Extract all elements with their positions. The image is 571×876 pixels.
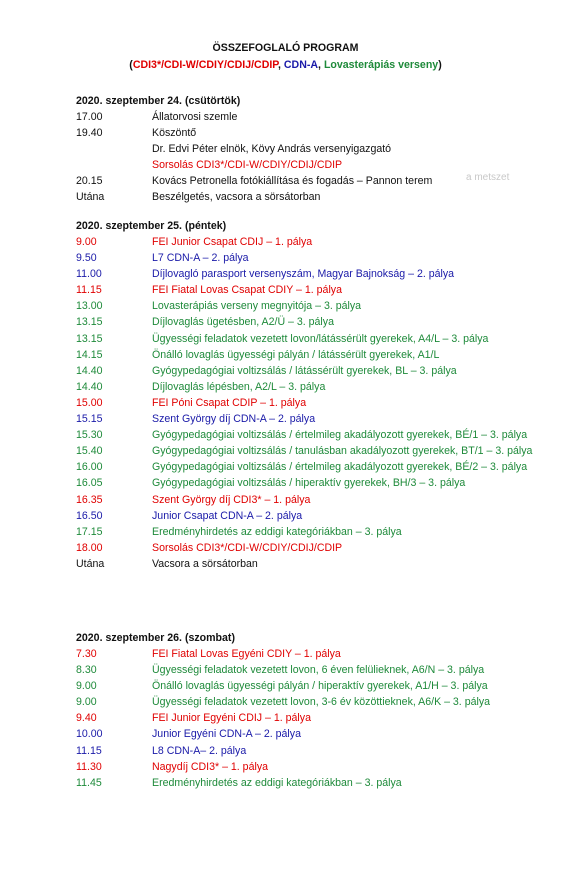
schedule-event: L8 CDN-A– 2. pálya — [152, 744, 247, 757]
schedule-row — [76, 678, 556, 694]
schedule-event: Ügyességi feladatok vezetett lovon, 3-6 év közöttieknek, A6/K – 3. pálya — [152, 696, 491, 709]
schedule-row — [76, 266, 556, 282]
schedule-row — [76, 331, 556, 347]
schedule-event: Gyógypedagógiai voltizsálás / értelmileg akadályozott gyerekek, BÉ/1 – 3. pálya — [152, 429, 528, 442]
schedule-row — [76, 662, 556, 678]
day-section-friday — [76, 218, 556, 572]
schedule-event: Köszöntő — [152, 127, 197, 140]
schedule-row — [76, 508, 556, 524]
schedule-event: Beszélgetés, vacsora a sörsátorban — [152, 191, 321, 204]
schedule-time: 16.35 — [76, 493, 103, 506]
schedule-row — [76, 395, 556, 411]
schedule-event: Gyógypedagógiai voltizsálás / látássérült gyerekek, BL – 3. pálya — [152, 364, 457, 377]
schedule-row — [76, 125, 556, 141]
schedule-event: Díjlovaglás ügetésben, A2/Ü – 3. pálya — [152, 316, 334, 329]
schedule-row — [76, 314, 556, 330]
subtitle-close: ) — [438, 59, 442, 71]
schedule-row — [76, 524, 556, 540]
schedule-event: Díjlovaglás lépésben, A2/L – 3. pálya — [152, 380, 326, 393]
schedule-event: Eredményhirdetés az eddigi kategóriákban – 3. pálya — [152, 776, 402, 789]
schedule-event: FEI Póni Csapat CDIP – 1. pálya — [152, 396, 307, 409]
day-title: 2020. szeptember 25. (péntek) — [76, 220, 227, 232]
schedule-event: Ügyességi feladatok vezetett lovon/látássérült gyerekek, A4/L – 3. pálya — [152, 332, 489, 345]
subtitle-therapy-competition: Lovasterápiás verseny — [323, 59, 439, 71]
schedule-time: 15.30 — [76, 429, 103, 442]
schedule-time: 11.15 — [76, 744, 102, 757]
schedule-row — [76, 475, 556, 491]
schedule-time: 15.00 — [76, 396, 103, 409]
schedule-row — [76, 743, 556, 759]
day-title: 2020. szeptember 24. (csütörtök) — [76, 95, 241, 107]
schedule-row — [76, 189, 556, 205]
schedule-row — [76, 234, 556, 250]
schedule-event: Nagydíj CDI3* – 1. pálya — [152, 760, 269, 773]
schedule-time: 11.45 — [76, 776, 102, 789]
schedule-time: 8.30 — [76, 664, 97, 677]
schedule-row — [76, 759, 556, 775]
day-title: 2020. szeptember 26. (szombat) — [76, 632, 235, 644]
document-subtitle — [0, 59, 571, 71]
schedule-time: 9.00 — [76, 696, 97, 709]
schedule-time: 9.00 — [76, 680, 97, 693]
schedule-event: Gyógypedagógiai voltizsálás / tanulásban akadályozott gyerekek, BT/1 – 3. pálya — [152, 445, 533, 458]
schedule-event: Sorsolás CDI3*/CDI-W/CDIY/CDIJ/CDIP — [152, 159, 343, 172]
schedule-row — [76, 109, 556, 125]
schedule-time: 17.00 — [76, 111, 103, 123]
schedule-list — [76, 109, 556, 206]
day-section-saturday — [76, 630, 556, 791]
schedule-event: Önálló lovaglás ügyességi pályán / hiperaktív gyerekek, A1/H – 3. pálya — [152, 680, 488, 693]
schedule-time: 13.15 — [76, 332, 103, 345]
schedule-row — [76, 775, 556, 791]
schedule-time: 11.00 — [76, 268, 102, 281]
subtitle-cdi-categories: CDI3*/CDI-W/CDIY/CDIJ/CDIP — [132, 59, 279, 71]
schedule-time: 14.15 — [76, 348, 103, 361]
schedule-row — [76, 427, 556, 443]
schedule-time: 9.40 — [76, 712, 97, 725]
schedule-event: Sorsolás CDI3*/CDI-W/CDIY/CDIJ/CDIP — [152, 541, 343, 554]
schedule-time: 13.00 — [76, 300, 103, 313]
schedule-event: Szent György díj CDI3* – 1. pálya — [152, 493, 311, 506]
schedule-event: Önálló lovaglás ügyességi pályán / látássérült gyerekek, A1/L — [152, 348, 440, 361]
schedule-row — [76, 282, 556, 298]
schedule-time: 11.15 — [76, 284, 102, 297]
schedule-row — [76, 379, 556, 395]
document-title: ÖSSZEFOGLALÓ PROGRAM — [212, 42, 359, 54]
schedule-time: 18.00 — [76, 541, 103, 554]
schedule-row — [76, 298, 556, 314]
schedule-time: 15.15 — [76, 413, 103, 426]
schedule-time: 16.50 — [76, 509, 103, 522]
schedule-event: FEI Fiatal Lovas Egyéni CDIY – 1. pálya — [152, 648, 341, 660]
schedule-event: Kovács Petronella fotókiállítása és fogadás – Pannon terem — [152, 175, 433, 188]
schedule-event: Eredményhirdetés az eddigi kategóriákban – 3. pálya — [152, 525, 402, 538]
schedule-row — [76, 556, 556, 572]
schedule-time: 17.15 — [76, 525, 103, 538]
schedule-row — [76, 710, 556, 726]
schedule-time: 14.40 — [76, 380, 103, 393]
schedule-event: FEI Junior Csapat CDIJ – 1. pálya — [152, 236, 313, 248]
schedule-event: Díjlovagló parasport versenyszám, Magyar Bajnokság – 2. pálya — [152, 268, 455, 281]
schedule-event: FEI Junior Egyéni CDIJ – 1. pálya — [152, 712, 311, 725]
schedule-time: 16.05 — [76, 477, 103, 490]
subtitle-separator: , — [318, 59, 324, 71]
schedule-list — [76, 646, 556, 791]
schedule-time: 15.40 — [76, 445, 103, 458]
schedule-time: 19.40 — [76, 127, 103, 140]
ghost-overlay-text: a metszet — [466, 172, 510, 183]
subtitle-open: ( — [129, 59, 133, 71]
schedule-time: Utána — [76, 557, 105, 570]
schedule-row — [76, 157, 556, 173]
schedule-row — [76, 492, 556, 508]
schedule-row — [76, 411, 556, 427]
schedule-row — [76, 141, 556, 157]
schedule-event: Dr. Edvi Péter elnök, Kövy András versenyigazgató — [152, 143, 392, 156]
schedule-row — [76, 347, 556, 363]
schedule-event: Lovasterápiás verseny megnyitója – 3. pálya — [152, 300, 362, 313]
schedule-event: Junior Csapat CDN-A – 2. pálya — [152, 509, 303, 522]
schedule-time: 10.00 — [76, 728, 103, 741]
schedule-row — [76, 443, 556, 459]
schedule-time — [76, 157, 152, 173]
schedule-row — [76, 250, 556, 266]
schedule-event: Gyógypedagógiai voltizsálás / hiperaktív gyerekek, BH/3 – 3. pálya — [152, 477, 466, 490]
schedule-time: 13.15 — [76, 316, 103, 329]
schedule-row — [76, 459, 556, 475]
schedule-event: Gyógypedagógiai voltizsálás / értelmileg akadályozott gyerekek, BÉ/2 – 3. pálya — [152, 461, 528, 474]
schedule-row — [76, 363, 556, 379]
subtitle-separator: , — [278, 59, 284, 71]
schedule-event: Junior Egyéni CDN-A – 2. pálya — [152, 728, 301, 741]
schedule-time: 14.40 — [76, 364, 103, 377]
schedule-row — [76, 726, 556, 742]
schedule-time: 20.15 — [76, 175, 103, 188]
schedule-event: Vacsora a sörsátorban — [152, 557, 258, 570]
schedule-time: 9.50 — [76, 252, 97, 265]
schedule-event: Szent György díj CDN-A – 2. pálya — [152, 413, 316, 426]
schedule-row — [76, 540, 556, 556]
schedule-time: 16.00 — [76, 461, 103, 474]
day-section-thursday — [76, 93, 556, 206]
schedule-event: Állatorvosi szemle — [152, 111, 238, 123]
schedule-time: 11.30 — [76, 760, 102, 773]
schedule-row — [76, 646, 556, 662]
schedule-time: 9.00 — [76, 236, 97, 248]
schedule-row — [76, 694, 556, 710]
subtitle-cdn-category: CDN-A — [283, 59, 319, 71]
schedule-list — [76, 234, 556, 572]
schedule-time — [76, 141, 152, 157]
schedule-time: Utána — [76, 191, 105, 204]
schedule-event: L7 CDN-A – 2. pálya — [152, 252, 249, 265]
schedule-event: FEI Fiatal Lovas Csapat CDIY – 1. pálya — [152, 284, 342, 297]
schedule-time: 7.30 — [76, 648, 97, 660]
schedule-event: Ügyességi feladatok vezetett lovon, 6 éven felülieknek, A6/N – 3. pálya — [152, 664, 485, 677]
